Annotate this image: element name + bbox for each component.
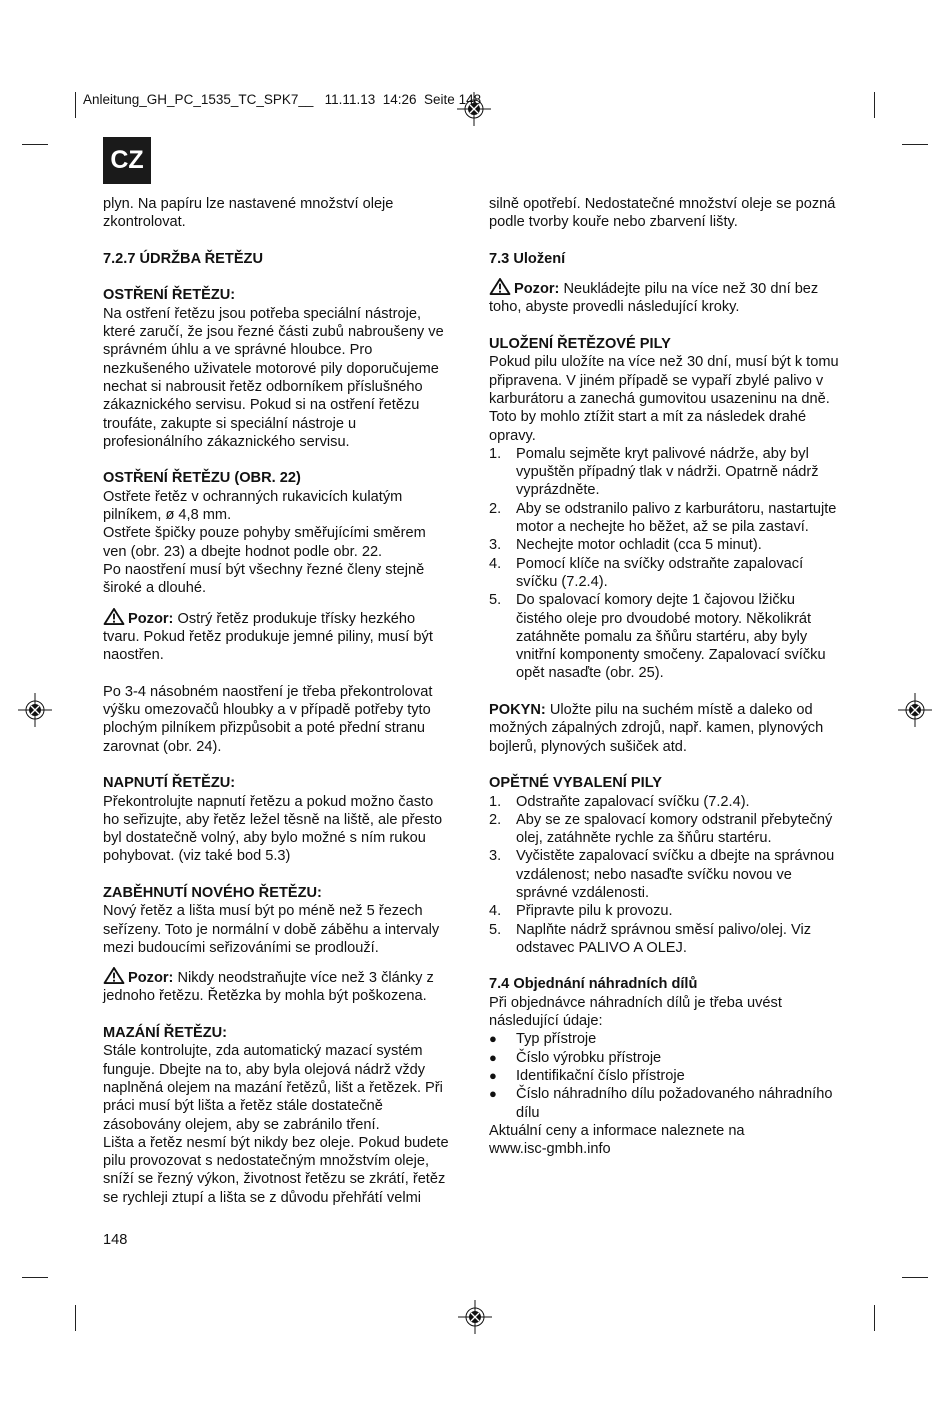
crop-mark [75,1305,76,1331]
text-line: funguje. Dbejte na to, aby byla olejová nádrž vždy [103,1061,426,1078]
text-line: zarovnat (obr. 24). [103,738,222,755]
list-number: 1. [489,793,502,810]
text-line: Připravte pilu k provozu. [516,903,673,920]
text-line: karburátoru a zanechá gumovitou usazeninu na dně. [489,390,830,407]
text-line: Po 3-4 násobném naostření je třeba překontrolovat [103,683,433,700]
left-column [103,195,455,1207]
language-badge: CZ [103,137,151,184]
bullet-icon: ● [489,1049,497,1065]
list-item [489,1030,841,1048]
bullet-icon: ● [489,1031,497,1047]
text-line: dílu [516,1104,540,1121]
text-line: seřízeny. Toto je normální v době záběhu a intervaly [103,921,440,938]
list-item [489,1049,841,1067]
bullet-icon: ● [489,1086,497,1102]
right-column [489,195,841,1158]
warning-text: Neukládejte pilu na více než 30 dní bez [563,281,819,298]
text-line: pilníkem, ø 4,8 mm. [103,507,232,524]
paragraph [103,488,455,598]
text-line: ven (obr. 23) a dbejte hodnot podle obr. 22. [103,543,383,560]
list-text [516,445,841,500]
text-line: čistého oleje pro dvoudobé motory. Několikrát [516,610,812,627]
intro-text: plyn. Na papíru lze nastavené množství oleje [103,196,394,212]
text-line: www.isc-gmbh.info [489,1141,611,1158]
paragraph [489,298,841,316]
numbered-list [489,793,841,958]
list-item [489,536,841,554]
list-item [489,902,841,920]
text-line: Ostřete řetěz v ochranných rukavicích kulatým [103,488,403,505]
text-line: opět nasaďte (obr. 25). [516,665,664,682]
text-line: Identifikační číslo přístroje [516,1067,685,1084]
list-text [516,921,841,958]
list-number: 5. [489,592,502,609]
text-line: se rychleji ztupí a lišta se z důvodu přehřátí velmi [103,1189,421,1206]
list-number: 1. [489,445,502,462]
text-line: Toto by mohlo ztížit start a mít za následek drahé [489,409,807,426]
subheading: OSTŘENÍ ŘETĚZU (OBR. 22) [103,470,301,487]
section-heading: 7.2.7 ÚDRŽBA ŘETĚZU [103,250,264,267]
intro-text: zkontrolovat. [103,214,186,231]
text-line: zatáhněte pomalu za šňůru startéru, aby byly [516,628,808,645]
text-line: Číslo výrobku přístroje [516,1049,662,1066]
list-item [489,445,841,500]
text-line: Při objednávce náhradních dílů je třeba uvést [489,994,782,1011]
warning-triangle-icon [103,967,125,984]
text-line: Stále kontrolujte, zda automatický mazací systém [103,1043,423,1060]
print-time: 14:26 [382,92,417,107]
text-line: olej, zatáhněte rychle za šňůru startéru. [516,830,772,847]
page-number: 148 [103,1232,128,1248]
list-text [516,811,841,848]
registration-mark-icon [458,1300,492,1334]
text-line: připravena. V jiném případě se vypaří zbylé palivo v [489,372,824,389]
section-heading: 7.3 Uložení [489,250,566,267]
text-line: svíčku (7.2.4). [516,573,608,590]
registration-mark-icon [898,693,932,727]
list-text [516,1085,841,1122]
list-number: 2. [489,500,502,517]
list-text [516,847,841,902]
list-item [489,921,841,958]
text-line: podle tvorby kouře nebo zbarvení lišty. [489,214,738,231]
list-text [516,500,841,537]
text-line: nezkušeného uživatele motorové pily doporučujeme [103,360,439,377]
paragraph [103,628,455,665]
warning-text: Nikdy neodstraňujte více než 3 články z [177,970,434,987]
list-item [489,1085,841,1122]
paragraph [103,987,455,1005]
paragraph [103,1042,455,1207]
warning-label: Pozor: [128,610,174,627]
text-line: ho seřizujte, aby řetěz ležel těsně na liště, ale přesto [103,811,443,828]
text-line: odstavec PALIVO A OLEJ. [516,939,687,956]
paragraph [103,305,455,451]
text-line: Pokud pilu uložíte na více než 30 dní, musí být k tomu [489,354,839,371]
list-number: 5. [489,921,502,938]
text-line: Na ostření řetězu jsou potřeba speciální nástroje, [103,305,421,322]
text-line: Číslo náhradního dílu požadovaného náhradního [516,1086,833,1103]
text-line: vypuštěn případný tlak v nádrži. Opatrně nádrž [516,464,819,481]
text-line: bojlerů, plynových sušiček atd. [489,738,687,755]
text-line: správné vzdálenosti. [516,884,650,901]
list-item [489,1067,841,1085]
text-line: široké a dlouhé. [103,580,207,597]
crop-mark [22,144,48,145]
list-text [516,591,841,682]
text-line: Lišta a řetěz nesmí být nikdy bez oleje. Pokud budete [103,1134,449,1151]
text-line: nechat si nabrousit řetěz odborníkem příslušného [103,378,423,395]
list-number: 4. [489,903,502,920]
subheading: ZABĚHNUTÍ NOVÉHO ŘETĚZU: [103,884,322,901]
text-line: výšku omezovačů hloubky a v případě potřeby tyto [103,702,431,719]
list-number: 2. [489,811,502,828]
list-number: 4. [489,555,502,572]
text-line: Ostřete špičky pouze pohyby směřujícími směrem [103,525,426,542]
text-line: Do spalovací komory dejte 1 čajovou lžičku [516,592,796,609]
text-line: Odstraňte zapalovací svíčku (7.2.4). [516,793,750,810]
list-text [516,1030,841,1048]
text-line: které zaručí, že jsou řezné části zubů nabroušeny ve [103,324,444,341]
paragraph [489,719,841,756]
crop-mark [902,1277,928,1278]
text-line: profesionálního zákaznického servisu. [103,433,350,450]
text-line: Aby se ze spalovací komory odstranil přebytečný [516,811,833,828]
text-line: zásobovány olejem, aby se zabránilo tření. [103,1116,380,1133]
text-line: práci musí být lišta a řetěz stále dostatečně [103,1098,383,1115]
warning-paragraph [103,967,455,987]
text-line: Nový řetěz a lišta musí být po méně než 5 řezech [103,903,423,920]
crop-mark [22,1277,48,1278]
warning-triangle-icon [489,278,511,295]
warning-text: Ostrý řetěz produkuje třísky hezkého [177,610,416,627]
text-line: naplněná olejem na mazání řetězů, lišt a řetězek. Při [103,1079,443,1096]
crop-mark [75,92,76,118]
warning-paragraph [489,278,841,298]
list-text [516,1067,841,1085]
bullet-list [489,1030,841,1121]
note-label: POKYN: [489,702,546,719]
text-line: naostřen. [103,647,164,664]
list-text [516,793,841,811]
list-item [489,591,841,682]
print-slug [83,92,481,107]
text-line: vzdálenost; nebo nasaďte svíčku novou ve [516,866,792,883]
note-paragraph [489,701,841,719]
text-line: Nechejte motor ochladit (cca 5 minut). [516,537,762,554]
text-line: Naplňte nádrž správnou směsí palivo/olej. Viz [516,921,812,938]
paragraph [489,353,841,444]
warning-triangle-icon [103,608,125,625]
text-line: toho, abyste provedli následující kroky. [489,299,740,316]
text-line: vyprázdněte. [516,482,600,499]
text-line: Vyčistěte zapalovací svíčku a dbejte na správnou [516,848,835,865]
paragraph [489,994,841,1031]
text-line: troufáte, zakupte si speciální nástroje u [103,415,357,432]
list-item [489,555,841,592]
paragraph [489,195,841,232]
warning-label: Pozor: [128,970,174,987]
text-line: možných zápalných zdrojů, např. kamen, plynových [489,720,824,737]
text-line: Překontrolujte napnutí řetězu a pokud možno často [103,793,434,810]
text-line: správném úhlu a ve správné hloubce. Pro [103,342,373,359]
text-line: Pomalu sejměte kryt palivové nádrže, aby byl [516,445,809,462]
crop-mark [874,1305,875,1331]
text-line: pohybovat. (viz také bod 5.3) [103,848,291,865]
warning-paragraph [103,608,455,628]
registration-mark-icon [18,693,52,727]
text-line: Aby se odstranilo palivo z karburátoru, nastartujte [516,500,837,517]
text-line: byl dostatečně volný, aby bylo možné s ním rukou [103,830,426,847]
list-text [516,1049,841,1067]
section-heading: 7.4 Objednání náhradních dílů [489,976,698,993]
list-item [489,500,841,537]
text-line: následující údaje: [489,1013,603,1030]
text-line: silně opotřebí. Nedostatečné množství oleje se pozná [489,196,836,212]
list-item [489,811,841,848]
list-text [516,536,841,554]
subheading: MAZÁNÍ ŘETĚZU: [103,1025,228,1042]
list-text [516,902,841,920]
text-line: Aktuální ceny a informace naleznete na [489,1122,745,1139]
subheading: ULOŽENÍ ŘETĚZOVÉ PILY [489,336,671,353]
text-line: sníží se řezný výkon, životnost řetězu se zkrátí, řetěz [103,1171,446,1188]
numbered-list [489,445,841,683]
page-label: Seite 148 [424,92,482,107]
crop-mark [902,144,928,145]
subheading: NAPNUTÍ ŘETĚZU: [103,775,236,792]
text-line: Typ přístroje [516,1031,597,1048]
text-line: plochým pilníkem přizpůsobit a poté přední stranu [103,720,426,737]
warning-label: Pozor: [514,281,560,298]
text-line: tvaru. Pokud řetěz produkuje jemné piliny, musí být [103,628,433,645]
text-line: mezi budoucími seřizováními se prodlouží. [103,939,379,956]
list-number: 3. [489,848,502,865]
text-line: vnitřní komponenty smočeny. Zapalovací svíčku [516,647,826,664]
list-number: 3. [489,537,502,554]
text-line: pilu provozovat s nedostatečným množstvím oleje, [103,1153,430,1170]
subheading: OPĚTNÉ VYBALENÍ PILY [489,775,663,792]
bullet-icon: ● [489,1067,497,1083]
crop-mark [874,92,875,118]
list-item [489,847,841,902]
text-line: Pomocí klíče na svíčky odstraňte zapalovací [516,555,804,572]
note-text: Uložte pilu na suchém místě a daleko od [549,702,813,719]
print-date: 11.11.13 [324,92,376,107]
list-item [489,793,841,811]
text-line: zákaznického servisu. Pokud si na ostření řetězu [103,397,420,414]
text-line: motor a nechejte ho běžet, až se pila zastaví. [516,519,809,536]
text-line: jednoho řetězu. Řetězka by mohla být poškozena. [103,988,427,1005]
paragraph [103,902,455,957]
file-name: Anleitung_GH_PC_1535_TC_SPK7__ [83,92,314,107]
paragraph [489,1122,841,1159]
subheading: OSTŘENÍ ŘETĚZU: [103,287,236,304]
paragraph [103,683,455,756]
text-line: Po naostření musí být všechny řezné členy stejně [103,561,425,578]
text-line: opravy. [489,427,536,444]
paragraph [103,793,455,866]
list-text [516,555,841,592]
